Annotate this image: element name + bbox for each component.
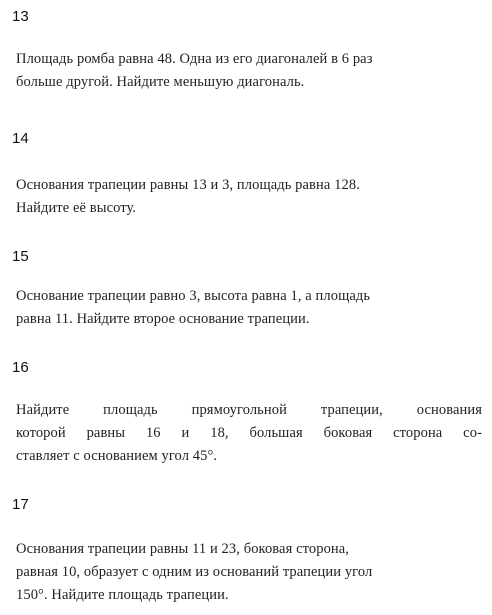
problem-13-line-2: больше другой. Найдите меньшую диагональ. (16, 74, 305, 90)
problem-16-number: 16 (12, 359, 29, 376)
problem-13-text (16, 48, 482, 94)
problem-13-number: 13 (12, 8, 29, 25)
problem-16-line-2: которой равны 16 и 18, большая боковая сторона со- (16, 425, 482, 441)
problem-17-line-2: равная 10, образует с одним из оснований трапеции угол (16, 564, 373, 580)
problem-15-number: 15 (12, 248, 29, 265)
problem-16-line-3: ставляет с основанием угол 45°. (16, 448, 218, 464)
problem-14-text (16, 174, 482, 220)
problem-17-number: 17 (12, 496, 29, 513)
problem-15-text (16, 285, 482, 331)
problem-17-line-1: Основания трапеции равны 11 и 23, боковая сторона, (16, 541, 350, 557)
problem-16-text (16, 399, 482, 468)
problem-14-line-1: Основания трапеции равны 13 и 3, площадь равна 128. (16, 177, 360, 193)
problem-16-line-1: Найдите площадь прямоугольной трапеции, основания (16, 402, 482, 418)
problem-17-text (16, 538, 482, 607)
problem-14-line-2: Найдите её высоту. (16, 200, 137, 216)
problem-13-line-1: Площадь ромба равна 48. Одна из его диагоналей в 6 раз (16, 51, 373, 67)
problem-15-line-1: Основание трапеции равно 3, высота равна 1, а площадь (16, 288, 371, 304)
problem-15-line-2: равна 11. Найдите второе основание трапеции. (16, 311, 310, 327)
problem-14-number: 14 (12, 130, 29, 147)
problem-17-line-3: 150°. Найдите площадь трапеции. (16, 587, 229, 603)
